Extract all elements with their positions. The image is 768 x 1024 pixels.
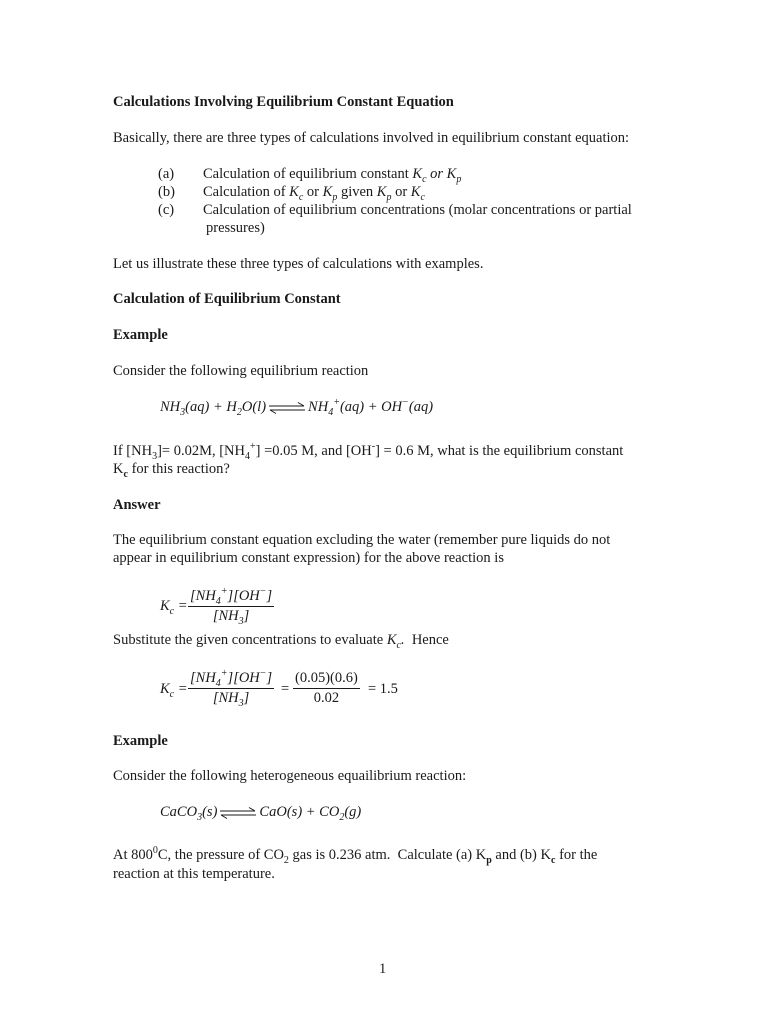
- example2-question-line1: At $800^0C$, the pressure of $CO_2$ gas is 0.236 atm. Calculate (a) $K_p$ and (b) $K_c$ for the: [113, 845, 598, 866]
- example2-consider: Consider the following heterogeneous equailibrium reaction:: [113, 768, 467, 784]
- answer-label: Answer: [113, 497, 161, 513]
- example1-label: Example: [113, 327, 168, 343]
- list-marker-a: (a): [158, 166, 175, 182]
- page-heading: Calculations Involving Equilibrium Constant Equation: [113, 94, 454, 110]
- list-item-c-line1: Calculation of equilibrium concentrations (molar concentrations or partial: [203, 202, 632, 218]
- kc-eval-symbol: $K_c$ =: [160, 681, 188, 700]
- list-marker-b: (b): [158, 184, 175, 200]
- example1-consider: Consider the following equilibrium reaction: [113, 363, 369, 379]
- kc-eval-fraction: $\frac{[NH_4^+][OH^-]}{[NH_3]}$: [190, 668, 273, 709]
- equilibrium-arrow-icon: [219, 807, 257, 819]
- reaction1-equation: $NH_3(aq) + H_2O(l) NH_4^+(aq) + OH^-(aq)$: [160, 397, 434, 418]
- answer-line1: The equilibrium constant equation excluding the water (remember pure liquids do not: [113, 532, 611, 548]
- intro-paragraph: Basically, there are three types of calculations involved in equilibrium constant equation:: [113, 130, 630, 146]
- kc-fraction: [188, 588, 274, 625]
- equals-sign: =: [281, 681, 290, 697]
- numeric-numerator: (0.05)(0.6): [293, 670, 360, 689]
- equilibrium-arrow-icon: [268, 402, 306, 414]
- substitute-line: Substitute the given concentrations to evaluate $K_c$. Hence: [113, 632, 449, 651]
- example1-question-line2: $K_c$ for this reaction?: [113, 461, 230, 480]
- example1-question-line1: If $[NH_3]= 0.02M$, $[NH_4^+] =0.05$ M, and [OH-] = 0.6 M, what is the equilibrium constant: [113, 441, 624, 462]
- kc-symbol: $K_c$ =: [160, 598, 188, 617]
- numeric-denominator: 0.02: [313, 690, 340, 706]
- kc-numerator: $[NH_4^+][OH^-]$: [190, 586, 273, 607]
- list-item-c-line2: pressures): [206, 220, 265, 236]
- reaction2-equation: CaCO$_3$(s) $CaO(s) + CO_2(g)$: [160, 804, 362, 823]
- illustrate-paragraph: Let us illustrate these three types of calculations with examples.: [113, 256, 484, 272]
- answer-line2: appear in equilibrium constant expression) for the above reaction is: [113, 550, 504, 566]
- example2-question-line2: reaction at this temperature.: [113, 866, 275, 882]
- list-item-a: Calculation of equilibrium constant $K_c$ or $K_p$: [203, 166, 462, 185]
- section-title: Calculation of Equilibrium Constant: [113, 291, 341, 307]
- list-marker-c: (c): [158, 202, 175, 218]
- example2-label: Example: [113, 733, 168, 749]
- list-item-b: Calculation of $K_c$ or $K_p$ given $K_p$ or $K_c$: [203, 184, 425, 203]
- kc-numeric-fraction: [293, 670, 360, 707]
- page-number: 1: [379, 961, 387, 977]
- kc-result: = 1.5: [368, 681, 398, 697]
- kc-denominator: $[NH_3]$: [212, 608, 250, 627]
